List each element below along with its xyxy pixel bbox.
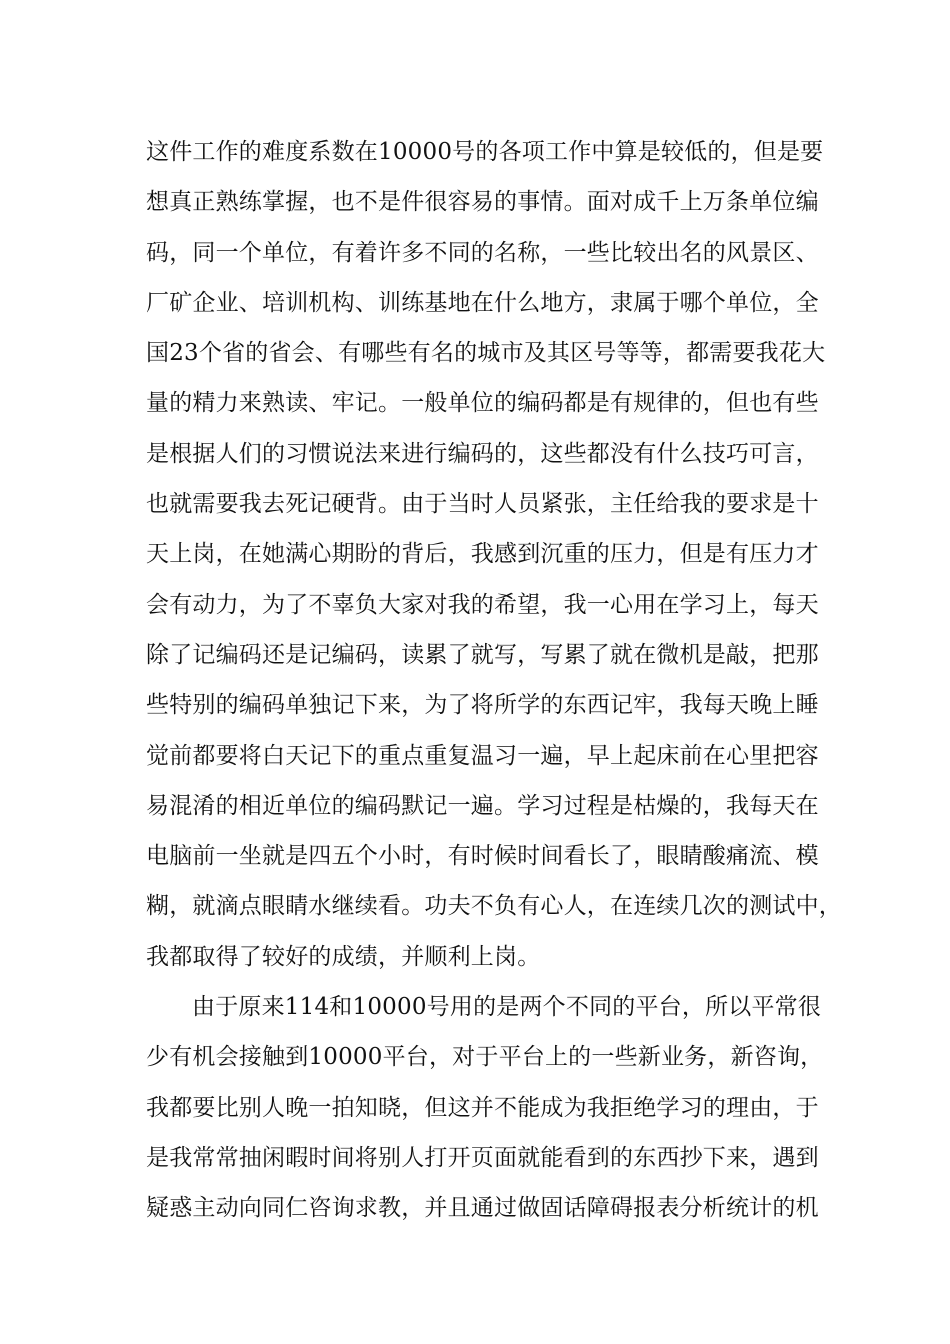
text-line: 码，同一个单位，有着许多不同的名称，一些比较出名的风景区、 <box>146 239 819 266</box>
text-line: 我都要比别人晚一拍知晓，但这并不能成为我拒绝学习的理由，于 <box>146 1094 819 1121</box>
text-line: 易混淆的相近单位的编码默记一遍。学习过程是枯燥的，我每天在 <box>146 792 819 819</box>
text-line: 想真正熟练掌握，也不是件很容易的事情。面对成千上万条单位编 <box>146 189 819 216</box>
text-line: 是我常常抽闲暇时间将别人打开页面就能看到的东西抄下来，遇到 <box>146 1144 819 1171</box>
text-line: 除了记编码还是记编码，读累了就写，写累了就在微机是敲，把那 <box>146 641 819 668</box>
text-line: 量的精力来熟读、牢记。一般单位的编码都是有规律的，但也有些 <box>146 390 819 417</box>
text-line: 电脑前一坐就是四五个小时，有时候时间看长了，眼睛酸痛流、模 <box>146 843 819 870</box>
text-line: 觉前都要将白天记下的重点重复温习一遍，早上起床前在心里把容 <box>146 742 819 769</box>
text-line: 疑惑主动向同仁咨询求教，并且通过做固话障碍报表分析统计的机 <box>146 1195 819 1222</box>
text-line: 会有动力，为了不辜负大家对我的希望，我一心用在学习上，每天 <box>146 591 819 618</box>
text-line: 也就需要我去死记硬背。由于当时人员紧张，主任给我的要求是十 <box>146 491 819 518</box>
text-line: 些特别的编码单独记下来，为了将所学的东西记牢，我每天晚上睡 <box>146 692 819 719</box>
text-line: 这件工作的难度系数在10000号的各项工作中算是较低的，但是要 <box>146 139 824 165</box>
text-line: 是根据人们的习惯说法来进行编码的，这些都没有什么技巧可言， <box>146 440 819 467</box>
text-line: 厂矿企业、培训机构、训练基地在什么地方，隶属于哪个单位，全 <box>146 289 819 316</box>
paragraph-first-line: 由于原来114和10000号用的是两个不同的平台，所以平常很 <box>192 994 822 1021</box>
body-text <box>146 127 842 1234</box>
text-line: 国23个省的省会、有哪些有名的城市及其区号等等，都需要我花大 <box>146 340 826 367</box>
text-line: 天上岗，在她满心期盼的背后，我感到沉重的压力，但是有压力才 <box>146 541 819 568</box>
text-line: 我都取得了较好的成绩，并顺利上岗。 <box>146 943 541 970</box>
text-line: 糊，就滴点眼睛水继续看。功夫不负有心人，在连续几次的测试中， <box>146 893 842 920</box>
text-line: 少有机会接触到10000平台，对于平台上的一些新业务，新咨询， <box>146 1044 824 1071</box>
